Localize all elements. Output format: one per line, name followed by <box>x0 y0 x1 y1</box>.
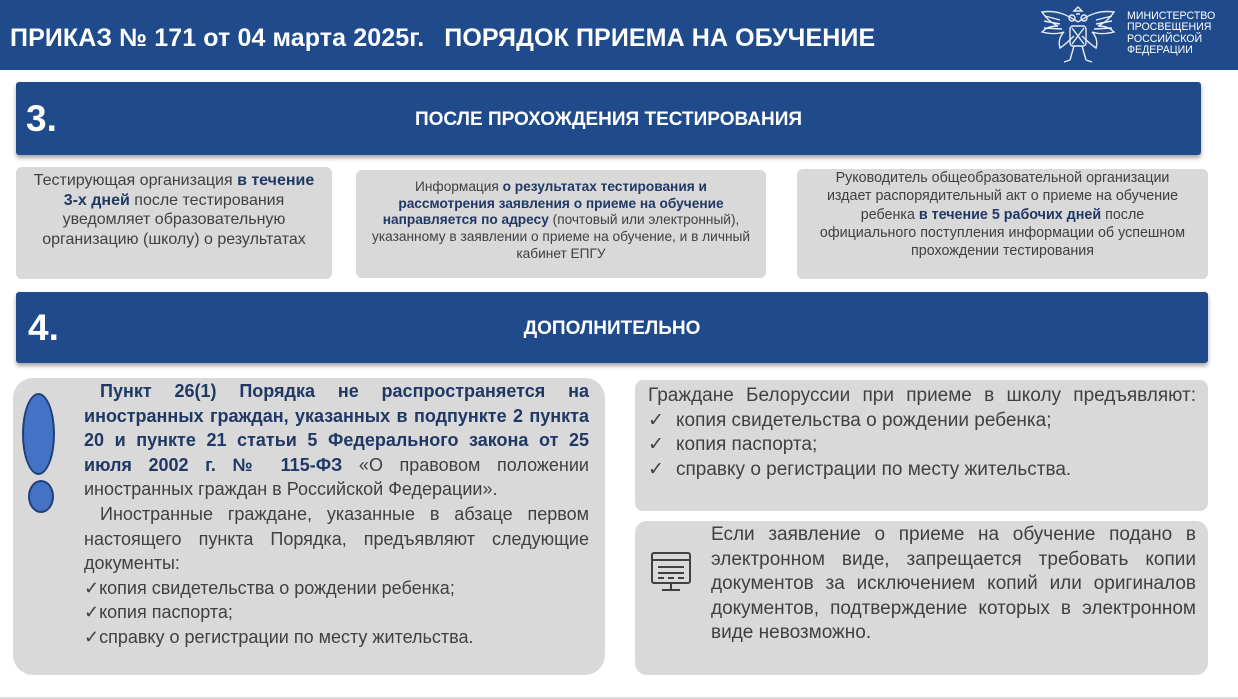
foreign-citizens-text <box>84 379 589 650</box>
list-item-text: копия свидетельства о рождении ребенка; <box>676 409 1052 431</box>
list-item-text: копия паспорта; <box>676 434 818 456</box>
list-item <box>84 625 589 650</box>
ministry-name <box>1127 11 1237 57</box>
list-item <box>648 458 1196 483</box>
belarus-citizens-text <box>648 384 1196 482</box>
testing-notice-box <box>16 167 332 279</box>
box3-text-b: после официального поступления информации об успешном прохождении тестирования <box>819 206 1186 260</box>
box3-text-a: Руководитель общеобразовательной организации издает распорядительный акт о приеме на обучение ребенка <box>826 170 1179 223</box>
page-title <box>10 24 875 53</box>
box2-bold: о результатах тестирования и рассмотрения заявления о приеме на обучение направляется по адресу <box>382 179 724 228</box>
documents-intro: Иностранные граждане, указанные в абзаце первом настоящего пункта Порядка, предъявляют следующие документы: <box>84 503 589 574</box>
title-text: ПОРЯДОК ПРИЕМА НА ОБУЧЕНИЕ <box>444 24 876 52</box>
box1-bold: в течение 3-х дней <box>63 172 315 209</box>
box3-bold: в течение 5 рабочих дней <box>918 206 1102 223</box>
director-order-box <box>797 169 1208 279</box>
emblem-icon <box>1036 4 1120 66</box>
box2-text-b: (почтовый или электронный), указанному в заявлении о приеме на обучение, и в личный кабинет ЕПГУ <box>372 212 750 261</box>
ministry-line-1: МИНИСТЕРСТВО <box>1127 10 1216 22</box>
electronic-application-text: Если заявление о приеме на обучение подано в электронном виде, запрещается требовать копии документов за исключением копий или оригиналов документов, подтверждение которых в электронном виде невозможно. <box>711 524 1196 644</box>
check-icon: ✓ <box>648 409 664 431</box>
list-item <box>84 600 589 625</box>
check-icon: ✓ <box>648 434 664 456</box>
ministry-line-3: РОССИЙСКОЙ <box>1127 32 1203 45</box>
belarus-intro: Граждане Белоруссии при приеме в школу предъявляют: <box>648 385 1196 406</box>
exclamation-dot-icon <box>28 480 54 513</box>
list-item <box>84 576 589 601</box>
order-reference: ПРИКАЗ № 171 от 04 марта 2025г. <box>10 24 425 52</box>
check-icon: ✓ <box>84 602 100 623</box>
ministry-line-4: ФЕДЕРАЦИИ <box>1127 44 1193 57</box>
list-item <box>648 433 1196 458</box>
clause-reference: Пункт 26(1) Порядка не распространяется на иностранных граждан, указанных в подпункте 2 пункта 20 и пункте 21 статьи 5 Федерального закона от 25 июля 2002 г. № 115-ФЗ <box>84 381 589 475</box>
section-4-number: 4. <box>28 307 59 348</box>
list-item-text: копия паспорта; <box>99 602 233 623</box>
section-3-number: 3. <box>26 98 57 139</box>
list-item-text: справку о регистрации по месту жительства. <box>676 458 1072 480</box>
section-3-title: ПОСЛЕ ПРОХОЖДЕНИЯ ТЕСТИРОВАНИЯ <box>414 109 803 130</box>
list-item-text: справку о регистрации по месту жительства. <box>99 626 474 647</box>
section-4-title: ДОПОЛНИТЕЛЬНО <box>523 318 701 339</box>
check-icon: ✓ <box>648 458 664 480</box>
list-item <box>648 409 1196 434</box>
ministry-line-2: ПРОСВЕЩЕНИЯ <box>1127 21 1212 34</box>
list-item-text: копия свидетельства о рождении ребенка; <box>99 577 455 598</box>
box1-text-b: после тестирования уведомляет образовательную организацию (школу) о результатах <box>42 191 306 248</box>
screen-document-icon <box>650 551 692 593</box>
results-info-box <box>356 170 766 278</box>
check-icon: ✓ <box>84 626 100 647</box>
box2-text-a: Информация <box>415 179 503 194</box>
law-title: «О правовом положении иностранных граждан в Российской Федерации». <box>84 454 589 500</box>
exclamation-mark-icon <box>22 393 55 475</box>
box1-text-a: Тестирующая организация <box>33 172 238 189</box>
check-icon: ✓ <box>84 577 100 598</box>
